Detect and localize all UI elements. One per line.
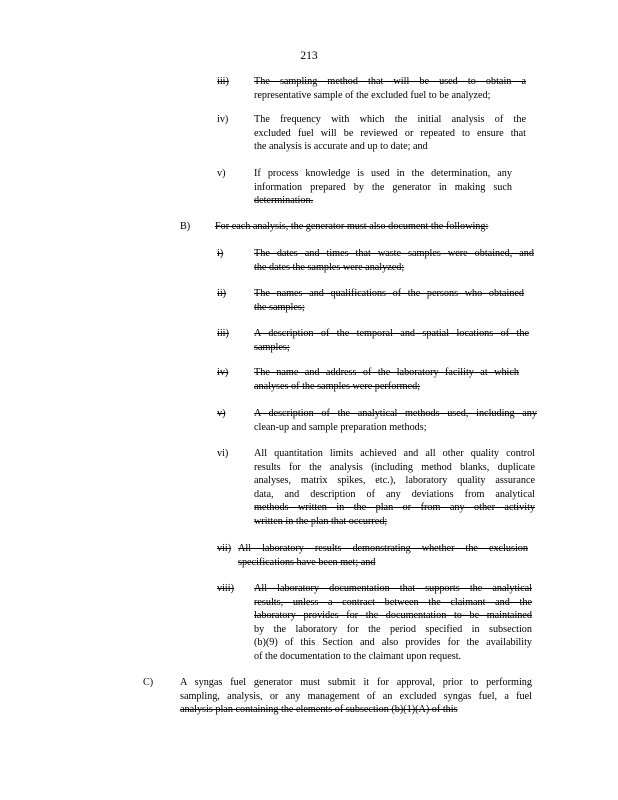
- text-line: A description of the temporal and spatial locations of the: [254, 328, 529, 339]
- text-line: sampling, analysis, or any management of an excluded syngas fuel, a fuel: [180, 690, 532, 702]
- text-line: The frequency with which the initial analysis of the: [254, 114, 526, 125]
- item-text: [254, 75, 526, 102]
- item-label: iii): [217, 328, 229, 339]
- item-text: [254, 113, 526, 154]
- text-line: A syngas fuel generator must submit it for approval, prior to performing: [180, 677, 532, 688]
- text-line: data, and description of any deviations from analytical: [254, 488, 535, 500]
- item-text: [254, 287, 524, 314]
- item-label: iii): [217, 76, 229, 87]
- item-text: [215, 220, 532, 234]
- text-line: All laboratory results demonstrating whether the exclusion: [238, 543, 528, 554]
- text-line: A description of the analytical methods used, including any: [254, 408, 537, 419]
- item-label: iv): [217, 114, 229, 125]
- item-text: [254, 582, 532, 664]
- text-line: laboratory provides for the documentation to be maintained: [254, 610, 532, 622]
- text-line: specifications have been met; and: [238, 556, 376, 568]
- text-line: For each analysis, the generator must also document the following:: [215, 221, 489, 232]
- text-line: analyses, matrix spikes, etc.), laboratory quality assurance: [254, 475, 535, 487]
- item-label: C): [143, 677, 154, 688]
- item-label: i): [217, 248, 224, 259]
- text-line: The sampling method that will be used to obtain a: [254, 76, 526, 87]
- item-text: [254, 167, 512, 208]
- item-text: [238, 542, 528, 569]
- text-line: by the laboratory for the period specified in subsection: [254, 623, 532, 635]
- text-line: information prepared by the generator in making such: [254, 181, 512, 193]
- text-line: The names and qualifications of the persons who obtained: [254, 288, 524, 299]
- item-text: [180, 676, 532, 717]
- text-line: analyses of the samples were performed;: [254, 380, 421, 392]
- item-label: v): [217, 408, 226, 419]
- item-text: [254, 407, 537, 434]
- item-text: [254, 447, 535, 529]
- text-line: results for the analysis (including method blanks, duplicate: [254, 461, 535, 473]
- text-line: The dates and times that waste samples were obtained, and: [254, 248, 534, 259]
- text-line: If process knowledge is used in the determination, any: [254, 168, 512, 179]
- text-line: methods written in the plan or from any other activity: [254, 502, 535, 514]
- text-line: determination.: [254, 195, 314, 207]
- item-label: iv): [217, 367, 229, 378]
- text-line: analysis plan containing the elements of subsection (b)(1)(A) of this: [180, 704, 458, 716]
- text-line: representative sample of the excluded fuel to be analyzed;: [254, 89, 491, 101]
- item-text: [254, 327, 529, 354]
- item-label: vii): [217, 543, 232, 554]
- text-line: samples;: [254, 341, 290, 353]
- text-line: The name and address of the laboratory facility at which: [254, 367, 519, 378]
- text-line: All quantitation limits achieved and all other quality control: [254, 448, 535, 459]
- item-label: v): [217, 168, 226, 179]
- text-line: the dates the samples were analyzed;: [254, 261, 405, 273]
- item-label: viii): [217, 583, 234, 594]
- page-number: 213: [300, 50, 318, 62]
- item-label: ii): [217, 288, 227, 299]
- item-text: [254, 247, 534, 274]
- text-line: clean-up and sample preparation methods;: [254, 421, 427, 433]
- item-label: B): [180, 221, 191, 232]
- item-label: vi): [217, 448, 229, 459]
- text-line: results, unless a contract between the claimant and the: [254, 596, 532, 608]
- text-line: excluded fuel will be reviewed or repeated to ensure that: [254, 127, 526, 139]
- item-text: [254, 366, 519, 393]
- text-line: the samples;: [254, 301, 305, 313]
- text-line: of the documentation to the claimant upon request.: [254, 650, 462, 662]
- text-line: (b)(9) of this Section and also provides for the availability: [254, 637, 532, 649]
- text-line: written in the plan that occurred;: [254, 515, 388, 527]
- text-line: All laboratory documentation that supports the analytical: [254, 583, 532, 594]
- text-line: the analysis is accurate and up to date; and: [254, 141, 428, 153]
